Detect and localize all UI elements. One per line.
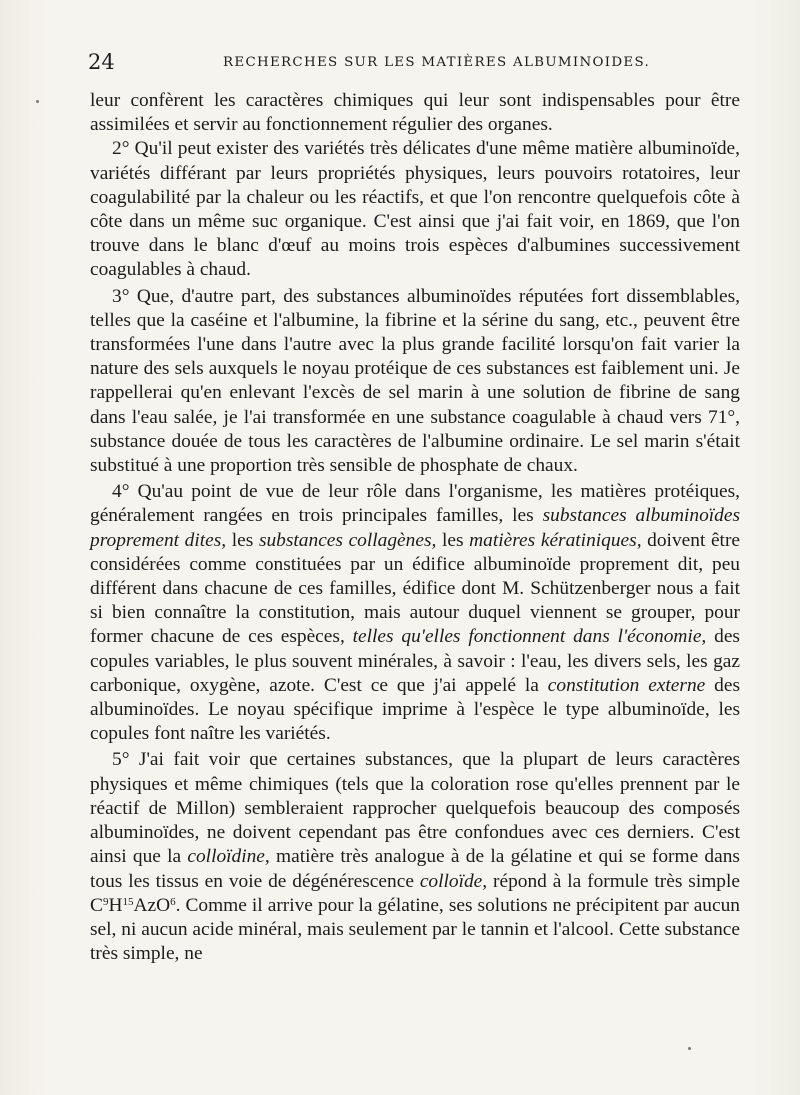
formula-subscript: 6 xyxy=(170,895,176,908)
print-speck xyxy=(36,100,39,103)
text-run: . Comme il arrive pour la gélatine, ses solutions ne précipitent par aucun sel, ni aucun acide minéral, mais seulement par le tannin et l'alcool. Cette substance très simple, ne xyxy=(90,894,740,965)
italic-term-colloidine: colloïdine, xyxy=(187,846,270,868)
italic-term-matieres-keratiniques: matières kératiniques, xyxy=(469,529,642,551)
paragraph-point-2: 2° Qu'il peut exister des variétés très délicates d'une même matière albuminoïde, variétés différant par leurs propriétés physiques, leurs pouvoirs rotatoires, leur coagulabilité par la chaleur ou les réactifs, et que l'on rencontre quelquefois côte à côte dans un même suc organique. C'est ainsi que j'ai fait voir, en 1869, que l'on trouve dans le blanc d'œuf au moins trois espèces d'albumines successivement coagulables à chaud. xyxy=(90,138,740,281)
paragraph-continued: leur confèrent les caractères chimiques qui leur sont indispensables pour être assimilées et servir au fonctionnement régulier des organes. xyxy=(90,90,740,136)
page-number: 24 xyxy=(88,50,115,74)
paragraph-point-5 xyxy=(90,748,740,966)
italic-term-colloide: colloïde, xyxy=(419,870,488,892)
text-run: matière très analogue à de la gélatine et qui se forme dans tous les tissus en voie de dégénérescence xyxy=(90,846,740,892)
text-run: des copules variables, le plus souvent minérales, à savoir : l'eau, les divers sels, les gaz carbonique, oxygène, azote. C'est ce que j'ai appelé la xyxy=(90,626,740,696)
paragraph-point-4 xyxy=(90,480,740,746)
text-run: 5° J'ai fait voir que certaines substances, que la plupart de leurs caractères physiques et même chimiques (tels que la coloration rose qu'elles prennent par le réactif de Millon) sembleraient rapprocher quelquefois beaucoup des composés albuminoïdes, ne doivent cependant pas être confondues avec ces derniers. C'est ainsi que la xyxy=(90,749,740,868)
text-run: les xyxy=(436,529,470,551)
text-run: des albuminoïdes. Le noyau spécifique imprime à l'espèce le type albuminoïde, les copules font naître les variétés. xyxy=(90,674,740,745)
italic-phrase-economie: telles qu'elles fonctionnent dans l'économie, xyxy=(352,626,707,648)
text-run: répond à la formule très simple C xyxy=(90,870,741,916)
text-run: 4° Qu'au point de vue de leur rôle dans l'organisme, les matières protéiques, généralement rangées en trois principales familles, les xyxy=(90,481,740,527)
text-run: les xyxy=(226,529,259,551)
formula-subscript: 9 xyxy=(102,895,109,908)
paragraph-point-3: 3° Que, d'autre part, des substances albuminoïdes réputées fort dissemblables, telles que la caséine et l'albumine, la fibrine et la sérine du sang, etc., peuvent être transformées l'une dans l'autre avec la plus grande facilité lorsqu'on fait varier la nature des sels auxquels le noyau protéique de ces substances est faiblement uni. Je rappellerai qu'en enlevant l'excès de sel marin à une solution de fibrine de sang dans l'eau salée, je l'ai transformée en une substance coagulable à chaud vers 71°, substance douée de tous les caractères de l'albumine ordinaire. Le sel marin s'était substitué à une proportion très sensible de phosphate de chaux. xyxy=(90,285,740,477)
text-run: AzO xyxy=(133,894,171,916)
formula-subscript: 15 xyxy=(122,895,134,908)
running-title: RECHERCHES SUR LES MATIÈRES ALBUMINOIDES. xyxy=(223,55,651,70)
text-run: H xyxy=(108,894,123,916)
italic-term-constitution-externe: constitution externe xyxy=(547,674,706,696)
text-run: doivent être considérées comme constituées par un édifice albuminoïde proprement dit, peu différent dans chacune de ces familles, édifice dont M. Schützenberger nous a fait si bien connaître la constitution, mais autour duquel viennent se grouper, pour former chacune de ces espèces, xyxy=(90,529,741,648)
body-text xyxy=(90,89,740,966)
italic-term-substances-collagenes: substances collagènes, xyxy=(258,529,437,551)
page-header xyxy=(88,50,738,74)
print-speck xyxy=(688,1047,691,1050)
italic-term-substances-albuminoides: substances albuminoïdes proprement dites, xyxy=(90,505,740,551)
